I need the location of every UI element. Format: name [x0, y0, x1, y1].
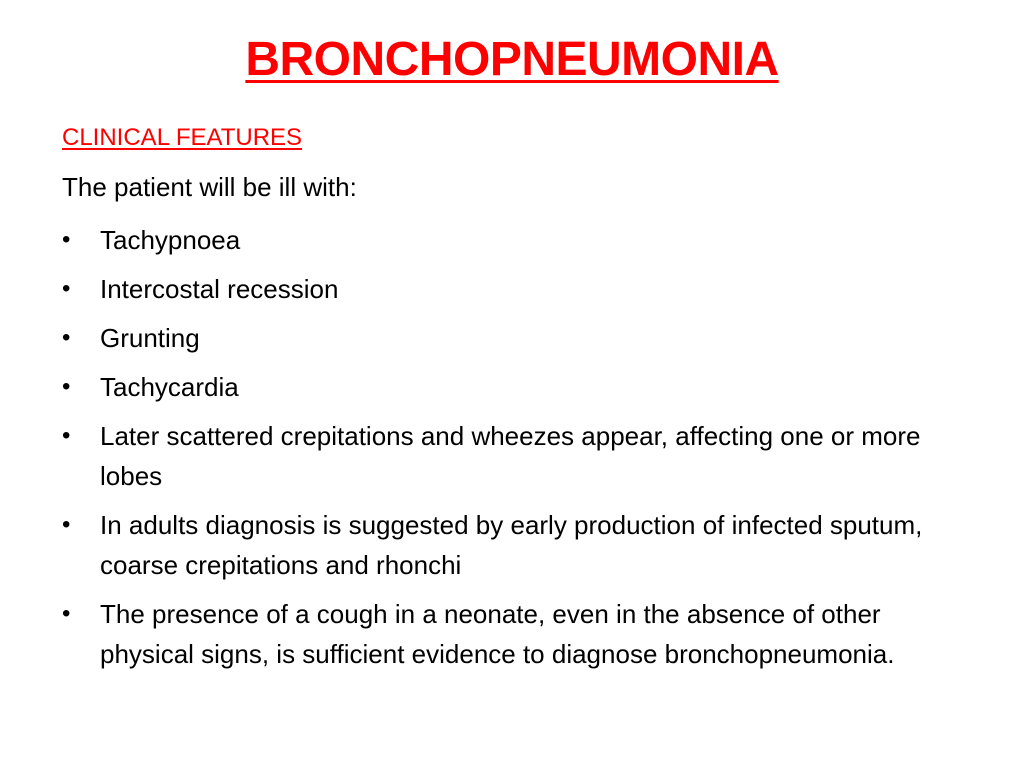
list-item [62, 416, 962, 496]
intro-text: The patient will be ill with: [62, 172, 357, 202]
list-item-text: In adults diagnosis is suggested by early production of infected sputum, coarse crepitations and rhonchi [100, 510, 923, 580]
bullet-icon: • [62, 226, 71, 253]
bullet-icon: • [62, 373, 71, 400]
bullet-icon: • [62, 324, 71, 351]
list-item [62, 367, 962, 407]
bullet-list [62, 220, 962, 674]
list-item [62, 318, 962, 358]
bullet-icon: • [62, 600, 71, 627]
bullet-icon: • [62, 511, 71, 538]
list-item [62, 220, 962, 260]
section-heading: CLINICAL FEATURES [62, 124, 303, 151]
list-item [62, 505, 962, 585]
list-item-text: Intercostal recession [100, 274, 339, 304]
list-item [62, 269, 962, 309]
list-item-text: Tachypnoea [100, 225, 241, 255]
list-item-text: Later scattered crepitations and wheezes appear, affecting one or more lobes [100, 421, 921, 491]
slide-title: BRONCHOPNEUMONIA [245, 33, 779, 86]
bullet-icon: • [62, 275, 71, 302]
list-item [62, 594, 962, 674]
list-item-text: The presence of a cough in a neonate, even in the absence of other physical signs, is sufficient evidence to diagnose bronchopneumonia. [100, 599, 895, 669]
list-item-text: Tachycardia [100, 372, 239, 402]
slide-body [62, 123, 962, 683]
bullet-icon: • [62, 422, 71, 449]
list-item-text: Grunting [100, 323, 200, 353]
